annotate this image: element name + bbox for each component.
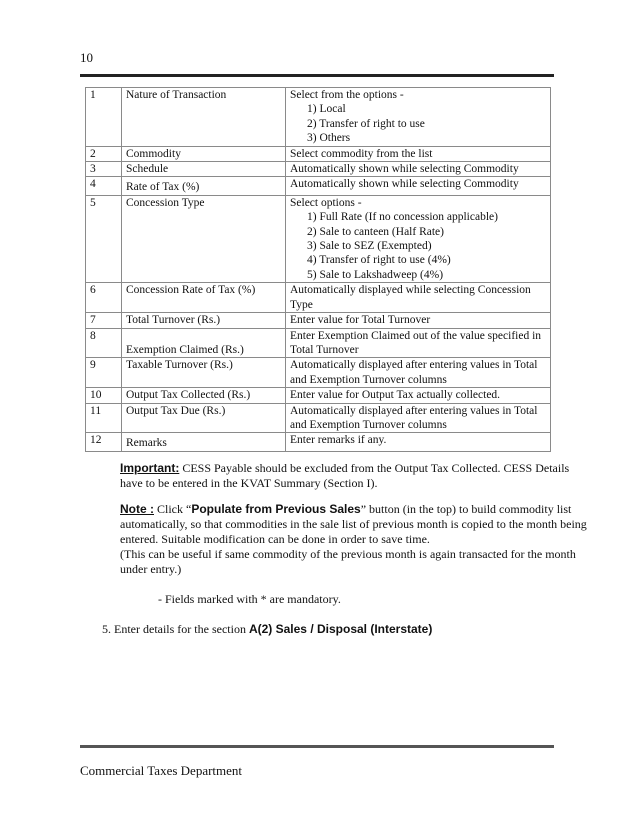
table-row	[86, 177, 551, 195]
table-row	[86, 313, 551, 328]
step-instruction	[102, 622, 432, 637]
row-number: 3	[86, 162, 122, 177]
description-text: Select options -	[290, 196, 362, 209]
option-item: 1) Full Rate (If no concession applicable)	[307, 211, 498, 224]
field-name-cell	[122, 328, 286, 358]
section-name: A(2) Sales / Disposal (Interstate)	[248, 622, 433, 636]
field-name: Total Turnover (Rs.)	[122, 313, 286, 328]
important-paragraph	[120, 461, 570, 491]
note-paragraph	[120, 502, 590, 577]
option-item: 2) Sale to canteen (Half Rate)	[307, 225, 444, 238]
field-name: Nature of Transaction	[122, 88, 286, 147]
step-text: 5. Enter details for the section	[102, 622, 249, 636]
note-text-pre: Click “	[154, 502, 192, 516]
row-number: 4	[86, 177, 122, 195]
option-item: 3) Sale to SEZ (Exempted)	[307, 240, 432, 253]
note-extra: (This can be useful if same commodity of the previous month is again transacted for the month under entry.)	[120, 547, 576, 576]
option-list	[290, 102, 546, 145]
field-name: Concession Rate of Tax (%)	[122, 283, 286, 313]
footer-text: Commercial Taxes Department	[80, 763, 243, 778]
option-list	[290, 210, 546, 282]
field-description: Enter Exemption Claimed out of the value specified in Total Turnover	[286, 328, 551, 358]
header-rule	[80, 74, 554, 77]
row-number: 7	[86, 313, 122, 328]
table-row	[86, 388, 551, 403]
row-number: 1	[86, 88, 122, 147]
row-number: 10	[86, 388, 122, 403]
description-text: Select from the options -	[290, 89, 404, 101]
row-number: 9	[86, 358, 122, 388]
table-row	[86, 195, 551, 282]
field-description: Automatically shown while selecting Commodity	[286, 177, 551, 195]
field-name: Rate of Tax (%)	[122, 177, 286, 195]
field-name: Commodity	[122, 146, 286, 161]
row-number: 2	[86, 146, 122, 161]
option-item: 5) Sale to Lakshadweep (4%)	[307, 268, 444, 281]
field-name: Concession Type	[122, 195, 286, 282]
mandatory-note: - Fields marked with * are mandatory.	[158, 592, 341, 606]
field-description: Automatically displayed after entering values in Total and Exemption Turnover columns	[286, 403, 551, 433]
field-description: Select commodity from the list	[286, 146, 551, 161]
field-name: Remarks	[122, 433, 286, 451]
row-number: 8	[86, 328, 122, 358]
table-row	[86, 146, 551, 161]
option-item: 4) Transfer of right to use (4%)	[307, 254, 451, 267]
field-description: Automatically shown while selecting Commodity	[286, 162, 551, 177]
field-description	[286, 195, 551, 282]
populate-button-name: Populate from Previous Sales	[191, 502, 361, 516]
table-row	[86, 403, 551, 433]
field-name: Output Tax Due (Rs.)	[122, 403, 286, 433]
row-number: 5	[86, 195, 122, 282]
field-description-table	[85, 87, 551, 452]
field-name: Output Tax Collected (Rs.)	[122, 388, 286, 403]
field-description: Enter remarks if any.	[286, 433, 551, 451]
field-name: Taxable Turnover (Rs.)	[122, 358, 286, 388]
footer-rule	[80, 745, 554, 748]
option-item: 2) Transfer of right to use	[307, 117, 425, 130]
row-number: 12	[86, 433, 122, 451]
option-item: 3) Others	[307, 132, 351, 145]
field-description: Enter value for Output Tax actually collected.	[286, 388, 551, 403]
note-text-post: ” button (in the top) to build commodity list automatically, so that commodities in the sale list of previous month is copied to the month being entered. Suitable modification can be done in order to save time.	[120, 502, 587, 546]
field-description: Enter value for Total Turnover	[286, 313, 551, 328]
note-label: Note :	[120, 502, 154, 516]
field-description: Automatically displayed while selecting Concession Type	[286, 283, 551, 313]
field-name: Exemption Claimed (Rs.)	[126, 343, 244, 356]
table-row	[86, 283, 551, 313]
row-number: 6	[86, 283, 122, 313]
table-row	[86, 328, 551, 358]
page-number: 10	[80, 50, 93, 65]
field-description: Automatically displayed after entering values in Total and Exemption Turnover columns	[286, 358, 551, 388]
row-number: 11	[86, 403, 122, 433]
table-row	[86, 88, 551, 147]
cell-spacer	[126, 329, 281, 343]
option-item: 1) Local	[307, 103, 346, 116]
important-text: CESS Payable should be excluded from the Output Tax Collected. CESS Details have to be entered in the KVAT Summary (Section I).	[120, 461, 570, 490]
important-label: Important:	[120, 461, 180, 475]
field-description	[286, 88, 551, 147]
table-row	[86, 162, 551, 177]
table-row	[86, 433, 551, 451]
field-name: Schedule	[122, 162, 286, 177]
table-row	[86, 358, 551, 388]
